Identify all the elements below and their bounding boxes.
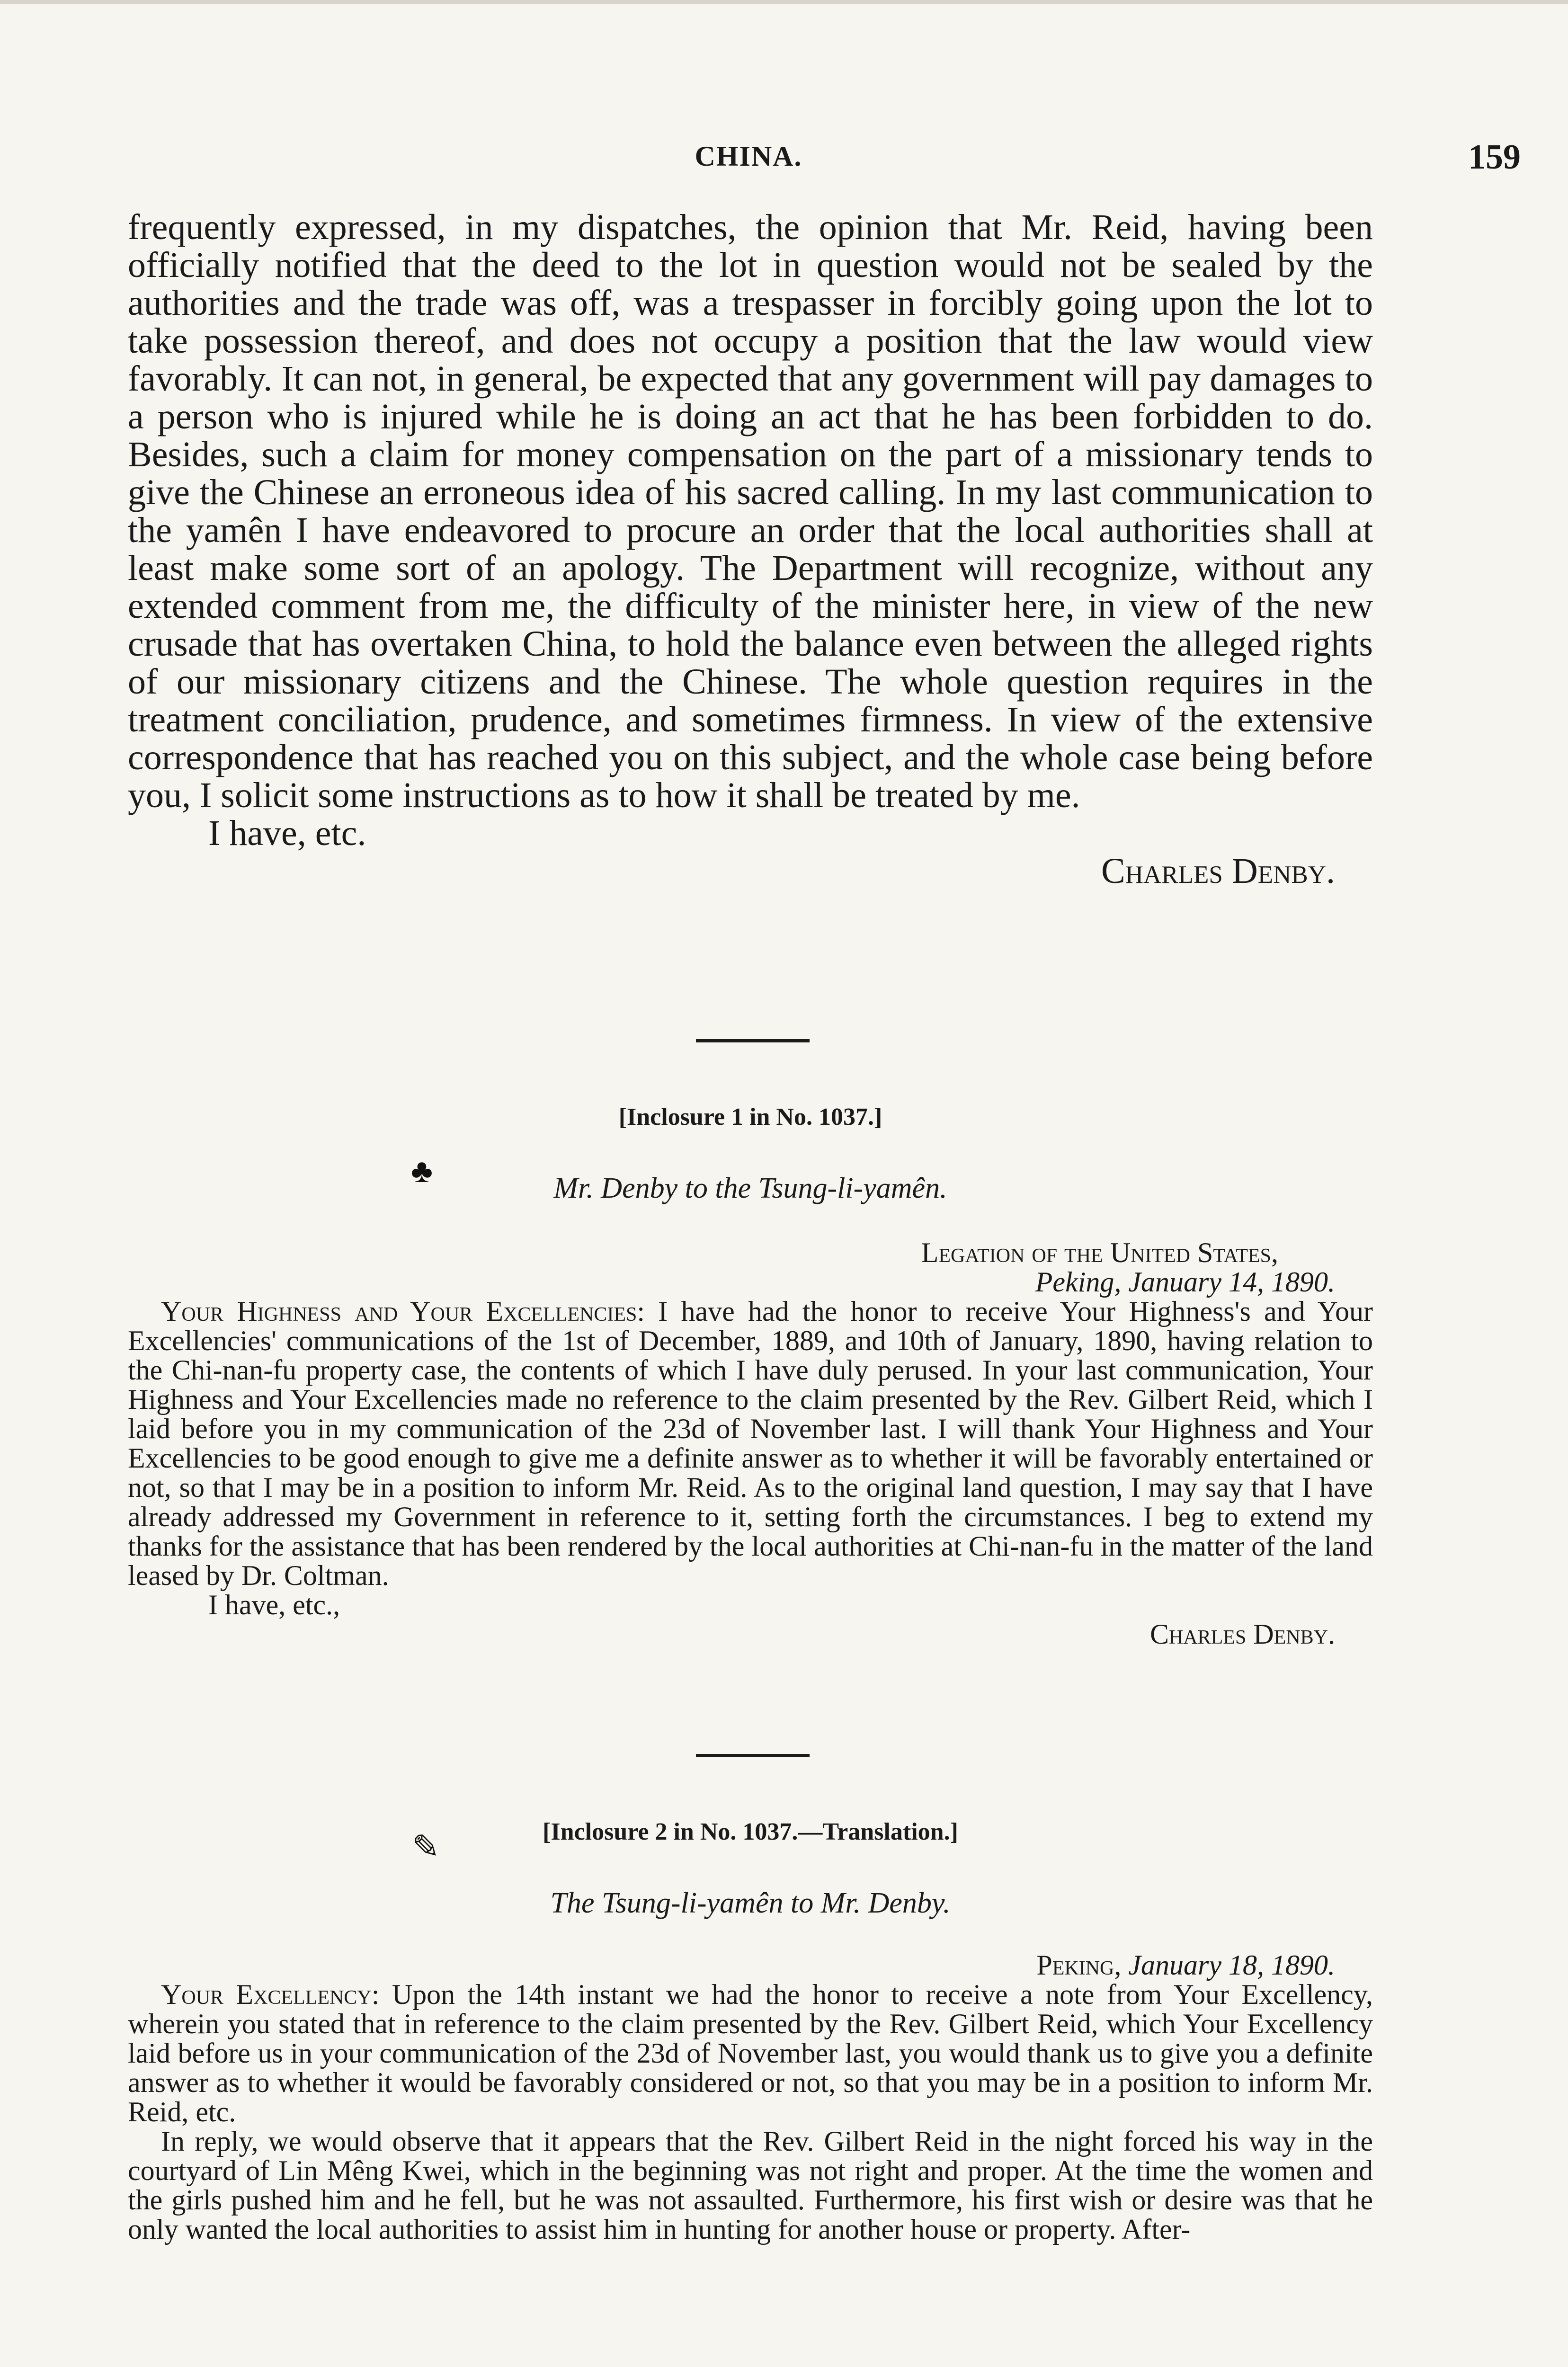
inclosure-1-closing: I have, etc., [208,1589,340,1620]
ink-mark: ✎ [412,1829,440,1866]
inclosure-1-date [128,1267,1373,1297]
inclosure-1-body [128,1297,1373,1590]
inclosure-2-body [128,1980,1373,2127]
page-edge [0,0,1568,4]
ink-mark: ♣ [411,1153,433,1190]
running-head [128,137,1521,180]
main-letter-signature: Charles Denby. [1101,851,1335,891]
inclosure-2-date-month: January 18, 1890. [1128,1949,1335,1981]
running-head-title: CHINA. [695,141,802,172]
main-letter [128,208,1373,890]
inclosure-1-salutation: Your Highness and Your Excellencies: [161,1296,645,1327]
inclosure-1-place: Legation of the United States, [921,1237,1278,1268]
inclosure-2-title: The Tsung-li-yamên to Mr. Denby. [550,1887,951,1919]
inclosure-2-salutation: Your Excellency: [161,1979,380,2010]
inclosure-1-date-month: January 14, 1890. [1128,1266,1335,1298]
inclosure-2-letter [128,1950,1373,2244]
section-divider [696,1754,810,1757]
inclosure-1-letter [128,1238,1373,1649]
inclosure-2-body-text-2: In reply, we would observe that it appears that the Rev. Gilbert Reid in the night forced his way in the courtyard of Lin Mêng Kwei, which in the beginning was not right and proper. At the time the women and the girls pushed him and he fell, but he was not assaulted. Furthermore, his first wish or desire was that he only wanted the local authorities to assist him in hunting for another house or property. After- [128,2126,1373,2245]
inclosure-1-body-text: I have had the honor to receive Your Highness's and Your Excellencies' communications of the 1st of December, 1889, and 10th of January, 1890, having relation to the Chi-nan-fu property case, the contents of which I have duly perused. In your last communication, Your Highness and Your Excellencies made no reference to the claim presented by the Rev. Gilbert Reid, which I laid before you in my communication of the 23d of November last. I will thank Your Highness and Your Excellencies to be good enough to give me a definite answer as to whether it will be favorably entertained or not, so that I may be in a position to inform Mr. Reid. As to the original land question, I may say that I have already addressed my Government in reference to it, setting forth the circumstances. I beg to extend my thanks for the assistance that has been rendered by the local authorities at Chi-nan-fu in the matter of the land leased by Dr. Coltman. [128,1296,1373,1591]
inclosure-2-body-text-1: Upon the 14th instant we had the honor to receive a note from Your Excellency, wherein you stated that in reference to the claim presented by the Rev. Gilbert Reid, which Your Excellency laid before us in your communication of the 23d of November last, you would thank us to give you a definite answer as to whether it would be favorably considered or not, so that you may be in a position to inform Mr. Reid, etc. [128,1979,1373,2127]
inclosure-1-date-city: Peking, [1035,1266,1122,1298]
inclosure-1-title: Mr. Denby to the Tsung-li-yamên. [553,1172,947,1204]
inclosure-2-date [128,1950,1373,1980]
main-letter-closing: I have, etc. [208,813,366,853]
section-divider [696,1039,810,1042]
main-letter-paragraph: frequently expressed, in my dispatches, the opinion that Mr. Reid, having been officially notified that the deed to the lot in question would not be sealed by the authorities and the trade was off, was a trespasser in forcibly going upon the lot to take possession thereof, and does not occupy a position that the law would view favorably. It can not, in general, be expected that any government will pay damages to a person who is injured while he is doing an act that he has been forbidden to do. Besides, such a claim for money compensation on the part of a missionary tends to give the Chinese an erroneous idea of his sacred calling. In my last communication to the yamên I have endeavored to procure an order that the local authorities shall at least make some sort of an apology. The Department will recognize, without any extended comment from me, the difficulty of the minister here, in view of the new crusade that has overtaken China, to hold the balance even between the alleged rights of our missionary citizens and the Chinese. The whole question requires in the treatment conciliation, prudence, and sometimes firmness. In view of the extensive correspondence that has reached you on this subject, and the whole case being before you, I solicit some instructions as to how it shall be treated by me. [128,207,1373,815]
page-number: 159 [1468,138,1521,177]
inclosure-1-label: [Inclosure 1 in No. 1037.] [618,1103,882,1130]
inclosure-1-signature: Charles Denby. [1149,1619,1335,1650]
inclosure-2-label: [Inclosure 2 in No. 1037.—Translation.] [543,1818,958,1845]
inclosure-2-date-city: Peking, [1036,1949,1122,1981]
